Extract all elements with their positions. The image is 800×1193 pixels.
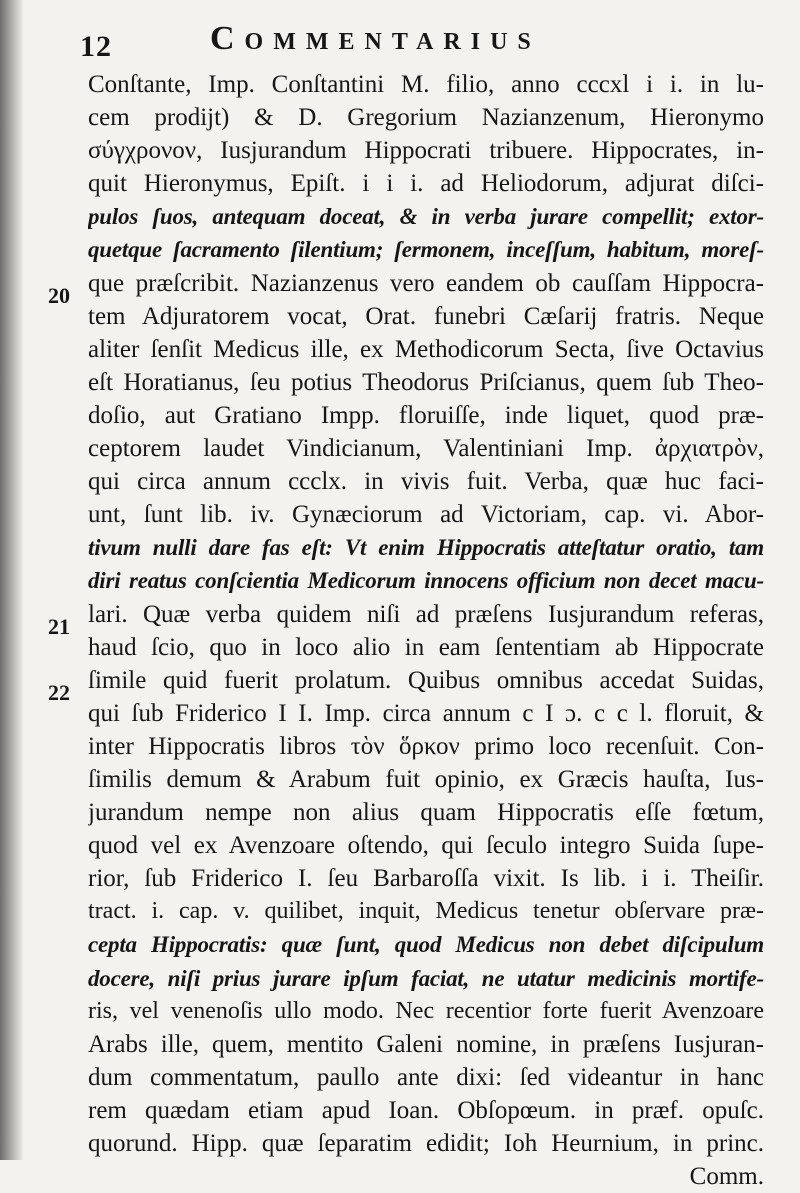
- text-line: diri reatus conſcientia Medicorum innocens officium non decet macu-: [88, 568, 764, 594]
- text-line: quod vel ex Avenzoare oſtendo, qui ſeculo integro Suida ſupe-: [88, 832, 764, 860]
- text-line: cem prodijt) & D. Gregorium Nazianzenum, Hieronymo: [88, 104, 764, 132]
- text-line: docere, niſi prius jurare ipſum faciat, ne utatur medicinis mortife-: [88, 965, 764, 991]
- text-line: haud ſcio, quo in loco alio in eam ſententiam ab Hippocrate: [88, 633, 764, 661]
- page-edge-shadow: [0, 0, 24, 1160]
- text-line: aliter ſenſit Medicus ille, ex Methodicorum Secta, ſive Octavius: [88, 335, 764, 363]
- text-line: tem Adjuratorem vocat, Orat. funebri Cæſarij fratris. Neque: [88, 302, 764, 330]
- text-line: rem quædam etiam apud Ioan. Obſopœum. in præf. opuſc.: [88, 1096, 764, 1124]
- margin-number: 20: [48, 283, 70, 308]
- running-title: Commentarius: [210, 20, 541, 57]
- text-line: σύγχρονον, Iusjurandum Hippocrati tribuere. Hippocrates, in-: [88, 137, 764, 165]
- text-line: jurandum nempe non alius quam Hippocratis eſſe fœtum,: [88, 799, 764, 827]
- text-line: quit Hieronymus, Epiſt. i i i. ad Heliodorum, adjurat diſci-: [88, 170, 764, 198]
- body-text: [88, 68, 764, 1193]
- text-line: ris, vel venenoſis ullo modo. Nec recentior forte fuerit Avenzoare: [88, 997, 764, 1024]
- text-line: rior, ſub Friderico I. ſeu Barbaroſſa vixit. Is lib. i i. Theiſir.: [88, 865, 764, 893]
- text-line: pulos ſuos, antequam doceat, & in verba jurare compellit; extor-: [88, 204, 764, 230]
- text-line: ceptorem laudet Vindicianum, Valentiniani Imp. ἀρχιατρὸν,: [88, 435, 764, 463]
- text-line: quetque ſacramento ſilentium; ſermonem, inceſſum, habitum, moreſ-: [88, 237, 764, 263]
- margin-number: 22: [48, 680, 70, 705]
- text-line: inter Hippocratis libros τὸν ὅρκον primo loco recenſuit. Con-: [88, 732, 764, 760]
- text-line: qui circa annum ccclx. in vivis fuit. Verba, quæ huc faci-: [88, 468, 764, 496]
- text-line: tivum nulli dare fas eſt: Vt enim Hippocratis atteſtatur oratio, tam: [88, 535, 764, 561]
- text-line: qui ſub Friderico I I. Imp. circa annum c I ɔ. c c l. floruit, &: [88, 699, 764, 727]
- text-line: unt, ſunt lib. iv. Gynæciorum ad Victoriam, cap. vi. Abor-: [88, 501, 764, 529]
- page-number: 12: [80, 30, 112, 63]
- text-line: dum commentatum, paullo ante dixi: ſed videantur in hanc: [88, 1063, 764, 1091]
- text-line: ſimile quid fuerit prolatum. Quibus omnibus accedat Suidas,: [88, 666, 764, 694]
- catchword: Comm.: [689, 1163, 764, 1191]
- text-line: quorund. Hipp. quæ ſeparatim edidit; Ioh Heurnium, in princ.: [88, 1130, 764, 1157]
- text-line: doſio, aut Gratiano Impp. floruiſſe, inde liquet, quod præ-: [88, 401, 764, 429]
- margin-number: 21: [48, 614, 70, 639]
- text-line: cepta Hippocratis: quæ ſunt, quod Medicus non debet diſcipulum: [88, 932, 764, 958]
- text-line: ſimilis demum & Arabum fuit opinio, ex Græcis hauſta, Ius-: [88, 765, 764, 793]
- page-header: [80, 20, 640, 70]
- text-line: lari. Quæ verba quidem niſi ad præſens Iusjurandum referas,: [88, 600, 764, 628]
- text-line: tract. i. cap. v. quilibet, inquit, Medicus tenetur obſervare præ-: [88, 898, 764, 925]
- text-line: Conſtante, Imp. Conſtantini M. filio, anno cccxl i i. in lu-: [88, 71, 764, 98]
- text-line: que præſcribit. Nazianzenus vero eandem ob cauſſam Hippocra-: [88, 269, 764, 297]
- text-line: Arabs ille, quem, mentito Galeni nomine, in præſens Iusjuran-: [88, 1030, 764, 1058]
- text-line: eſt Horatianus, ſeu potius Theodorus Priſcianus, quem ſub Theo-: [88, 368, 764, 396]
